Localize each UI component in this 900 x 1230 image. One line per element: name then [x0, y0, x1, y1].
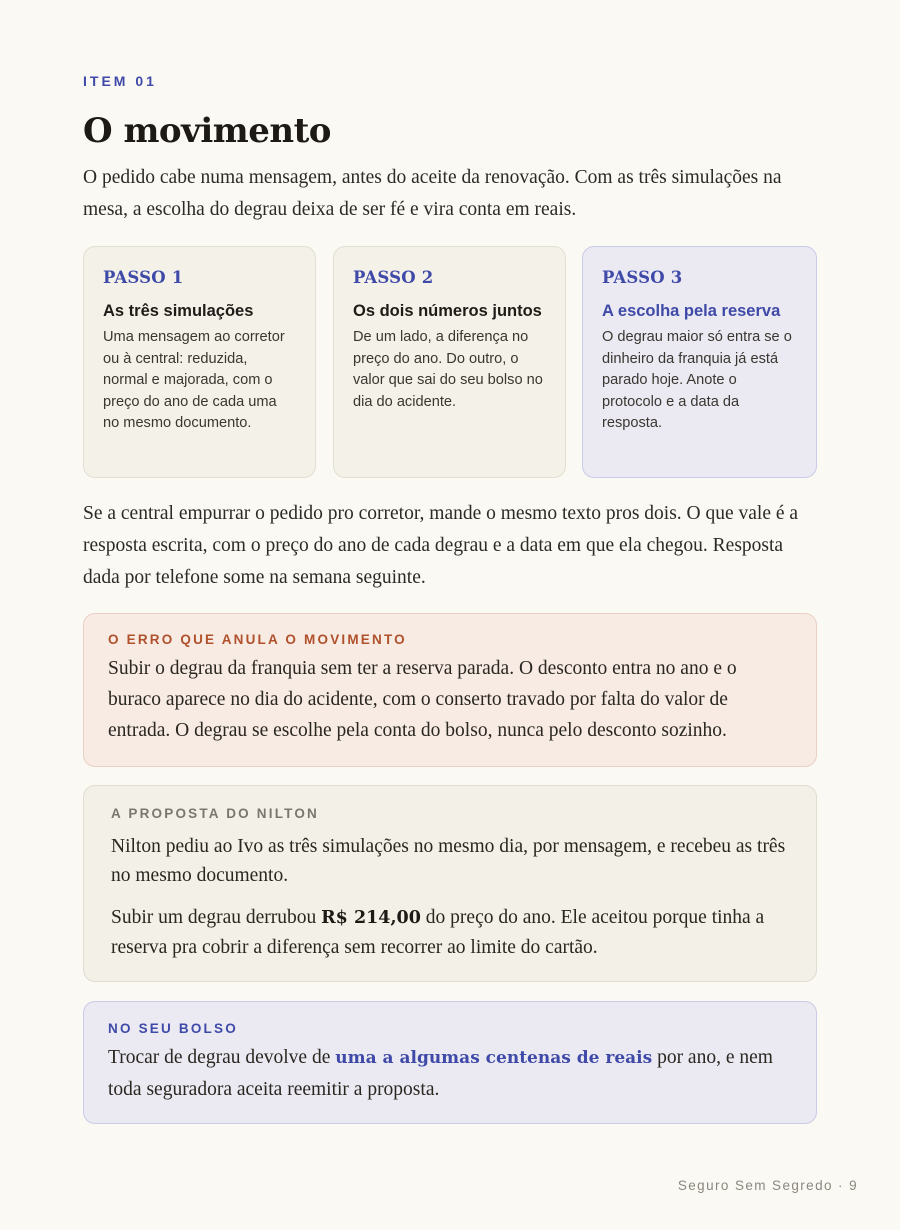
page-footer: Seguro Sem Segredo · 9 — [677, 1178, 858, 1193]
steps-row — [83, 246, 817, 480]
story-text-2 — [111, 903, 789, 962]
step-card-2 — [333, 246, 566, 478]
pocket-highlight: uma a algumas centenas de reais — [335, 1048, 653, 1068]
pocket-text — [108, 1042, 792, 1105]
story-text-1: Nilton pediu ao Ivo as três simulações no mesmo dia, por mensagem, e recebeu as três no mesmo documento. — [111, 836, 786, 886]
section-eyebrow: ITEM 01 — [83, 73, 157, 89]
step-card-1 — [83, 246, 316, 478]
story-label: A PROPOSTA DO NILTON — [111, 806, 320, 821]
page-title: O movimento — [83, 111, 331, 151]
step-number: PASSO 1 — [103, 268, 184, 287]
story-text-2-end: do preço do ano. Ele aceitou porque tinha a reserva pra cobrir a diferença sem recorrer ao limite do cartão. — [111, 907, 765, 958]
body-paragraph: Se a central empurrar o pedido pro corretor, mande o mesmo texto pros dois. O que vale é a resposta escrita, com o preço do ano de cada degrau e a data em que ela chegou. Resposta dada por telefone some na semana seguinte. — [83, 503, 799, 588]
step-body: O degrau maior só entra se o dinheiro da franquia já está parado hoje. Anote o protocolo e a data da resposta. — [602, 329, 792, 432]
step-number: PASSO 2 — [353, 268, 434, 287]
pocket-callout — [83, 1001, 817, 1124]
pocket-text-end: por ano, e nem toda seguradora aceita reemitir a proposta. — [108, 1047, 773, 1100]
story-text-2-start: Subir um degrau derrubou — [111, 907, 322, 928]
story-callout — [83, 785, 817, 982]
intro-paragraph: O pedido cabe numa mensagem, antes do aceite da renovação. Com as três simulações na mesa, a escolha do degrau deixa de ser fé e vira conta em reais. — [83, 167, 782, 220]
warning-text: Subir o degrau da franquia sem ter a reserva parada. O desconto entra no ano e o buraco aparece no dia do acidente, com o conserto travado por falta do valor de entrada. O degrau se escolhe pela conta do bolso, nunca pelo desconto sozinho. — [108, 658, 737, 741]
step-body: Uma mensagem ao corretor ou à central: reduzida, normal e majorada, com o preço do ano de cada uma no mesmo documento. — [103, 329, 285, 432]
step-title: Os dois números juntos — [353, 302, 542, 320]
story-amount: R$ 214,00 — [321, 908, 421, 928]
pocket-label: NO SEU BOLSO — [108, 1021, 238, 1036]
warning-label: O ERRO QUE ANULA O MOVIMENTO — [108, 632, 407, 647]
step-body: De um lado, a diferença no preço do ano. Do outro, o valor que sai do seu bolso no dia do acidente. — [353, 329, 543, 410]
step-number: PASSO 3 — [602, 268, 683, 287]
pocket-text-start: Trocar de degrau devolve de — [108, 1047, 336, 1068]
step-title: As três simulações — [103, 302, 254, 320]
step-card-3 — [582, 246, 817, 478]
warning-callout — [83, 613, 817, 767]
step-title: A escolha pela reserva — [602, 302, 781, 320]
